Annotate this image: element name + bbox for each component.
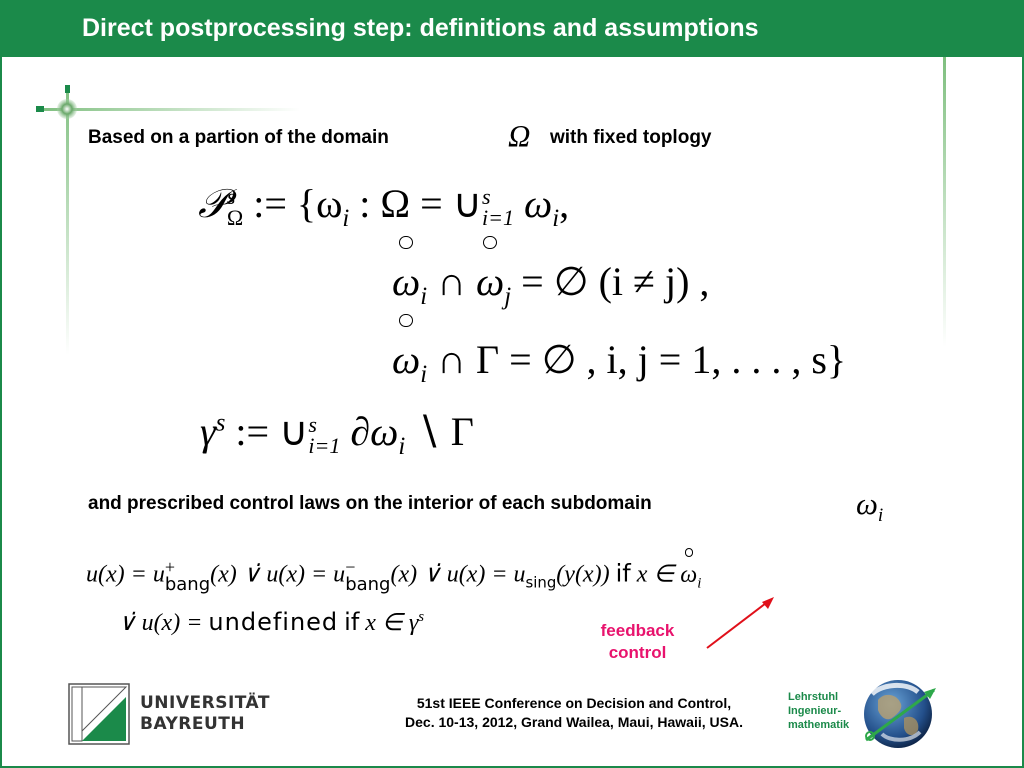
conference-info: 51st IEEE Conference on Decision and Control, Dec. 10-13, 2012, Grand Wailea, Maui, Hawaii, USA. [405, 695, 743, 730]
intro-text-before: Based on a partion of the domain [88, 127, 389, 148]
feedback-control-label: feedback control [600, 621, 675, 662]
title-bar [0, 0, 1024, 57]
control-laws-text: and prescribed control laws on the interior of each subdomain [88, 493, 652, 514]
university-logo-icon [68, 683, 130, 745]
university-name: UNIVERSITÄT BAYREUTH [140, 693, 270, 734]
control-law-line-1: u(x) = u + bang (x) ∨̇ u(x) = u − bang (x) ∨̇ $u(x) = u_{sing}(y(x))$ if x ∈ $\omega_i$ [86, 557, 702, 595]
feedback-arrow [700, 594, 780, 654]
formula-line-3: $\omega_i$ ∩ Γ = ∅ , i, j = 1, . . . , s} [392, 337, 847, 388]
subdomain-symbol: $\omega_i$ [856, 486, 884, 527]
intro-text [88, 127, 389, 149]
intro-text-after: with fixed toplogy [550, 127, 712, 148]
chair-name: Lehrstuhl Ingenieur- mathematik [788, 691, 850, 731]
control-law-line-2: ∨̇ u(x) = undefined if x ∈ $\gamma^s$ [118, 608, 425, 636]
formula-line-1: 𝒫 s Ω := {$\omega_i$ : Ω = ∪ s i=1 $\omega_i$, [198, 181, 570, 232]
slide-title: Direct postprocessing step: definitions and assumptions [82, 14, 759, 42]
formula-line-4: $\gamma^s$ := ∪ s i=1 $\partial\omega_i$ ∖ Γ [200, 409, 474, 460]
formula-line-2: $\omega_i$ ∩ $\omega_j$ = ∅ (i ≠ j) , [392, 259, 710, 310]
globe-logo-icon [860, 674, 940, 752]
omega-symbol: Ω [508, 118, 531, 153]
